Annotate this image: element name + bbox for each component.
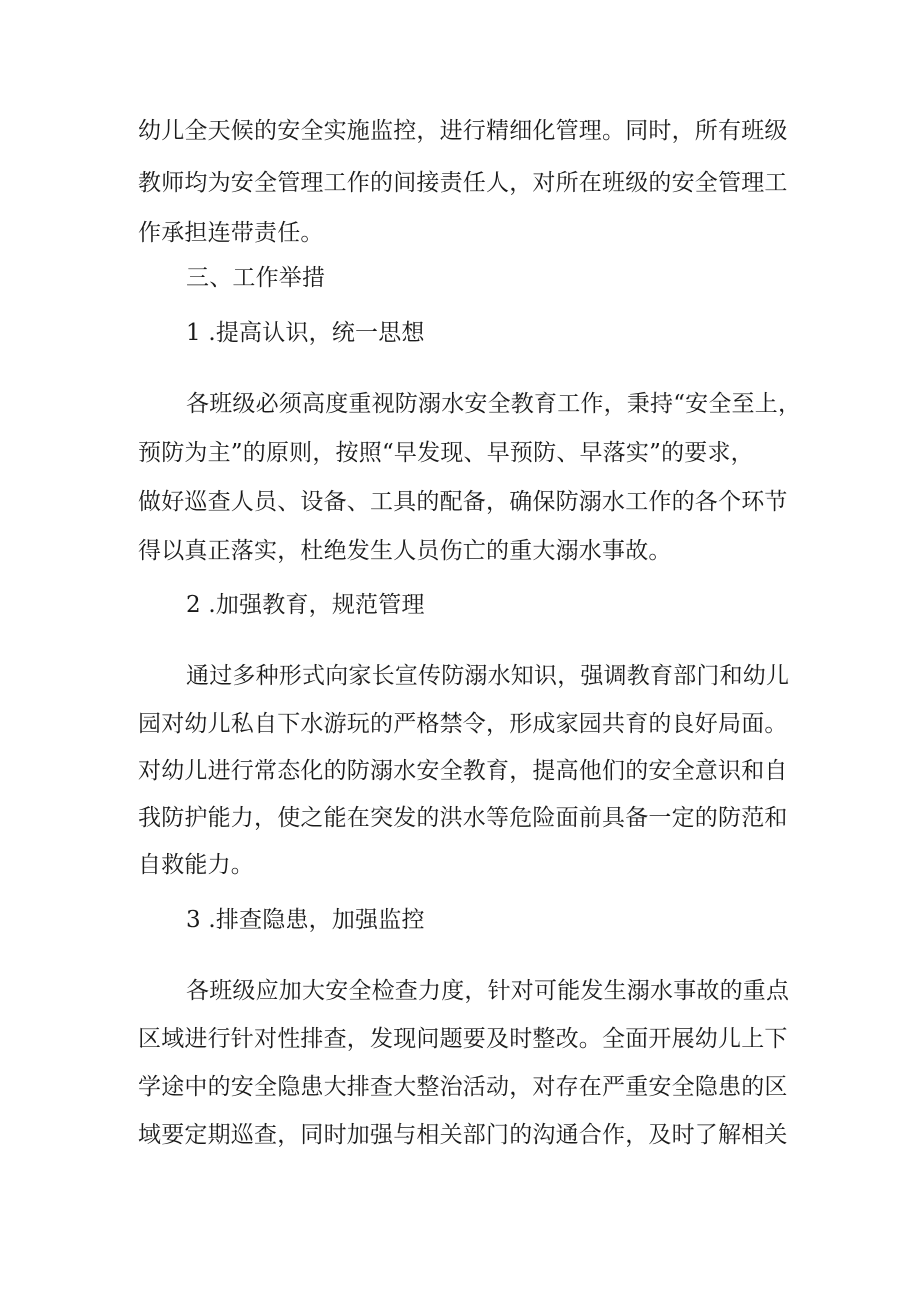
paragraph-line: 区域进行针对性排查，发现问题要及时整改。全面开展幼儿上下 [138,1026,788,1052]
paragraph-line: 自救能力。 [138,852,254,878]
paragraph-line: 域要定期巡查，同时加强与相关部门的沟通合作，及时了解相关 [138,1122,788,1148]
paragraph-line: 做好巡查人员、设备、工具的配备，确保防溺水工作的各个环节 [138,489,788,515]
paragraph-line: 得以真正落实，杜绝发生人员伤亡的重大溺水事故。 [138,538,672,564]
subsection-heading: 3 .排查隐患，加强监控 [186,907,425,933]
subsection-heading: 2 .加强教育，规范管理 [186,592,425,618]
paragraph-line: 作承担连带责任。 [138,220,324,246]
section-heading: 三、工作举措 [186,265,326,291]
paragraph-line: 对幼儿进行常态化的防溺水安全教育，提高他们的安全意识和自 [138,758,788,784]
paragraph-line: 通过多种形式向家长宣传防溺水知识，强调教育部门和幼儿 [186,663,790,689]
paragraph-line: 各班级必须高度重视防溺水安全教育工作，秉持“安全至上， [186,391,802,417]
paragraph-line: 学途中的安全隐患大排查大整治活动，对存在严重安全隐患的区 [138,1074,788,1100]
paragraph-line: 幼儿全天候的安全实施监控，进行精细化管理。同时，所有班级 [138,118,788,144]
subsection-heading: 1 .提高认识，统一思想 [186,320,425,346]
paragraph-line: 预防为主”的原则，按照“早发现、早预防、早落实”的要求， [138,440,754,466]
paragraph-line: 教师均为安全管理工作的间接责任人，对所在班级的安全管理工 [138,170,788,196]
paragraph-line: 我防护能力，使之能在突发的洪水等危险面前具备一定的防范和 [138,805,788,831]
paragraph-line: 园对幼儿私自下水游玩的严格禁令，形成家园共育的良好局面。 [138,711,788,737]
paragraph-line: 各班级应加大安全检查力度，针对可能发生溺水事故的重点 [186,978,790,1004]
